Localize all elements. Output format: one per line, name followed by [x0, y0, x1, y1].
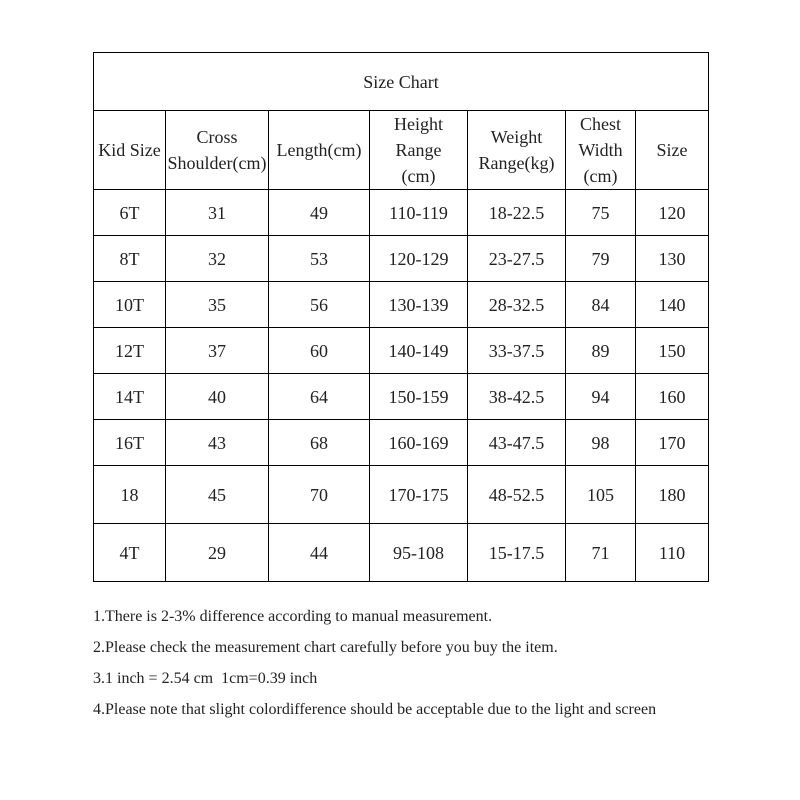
cell-length: 60 — [269, 328, 370, 374]
cell-height-range: 120-129 — [370, 236, 468, 282]
cell-chest-width: 105 — [566, 466, 636, 524]
cell-cross-shoulder: 29 — [166, 524, 269, 582]
table-row — [94, 466, 709, 524]
cell-chest-width: 79 — [566, 236, 636, 282]
cell-length: 44 — [269, 524, 370, 582]
table-row — [94, 236, 709, 282]
cell-kid-size: 8T — [94, 236, 166, 282]
cell-cross-shoulder: 35 — [166, 282, 269, 328]
cell-length: 70 — [269, 466, 370, 524]
cell-kid-size: 10T — [94, 282, 166, 328]
column-header-length: Length(cm) — [269, 111, 370, 190]
cell-kid-size: 16T — [94, 420, 166, 466]
cell-cross-shoulder: 40 — [166, 374, 269, 420]
cell-size: 140 — [636, 282, 709, 328]
note-line: 4.Please note that slight colordifference should be acceptable due to the light and screen — [93, 701, 657, 718]
table-row — [94, 374, 709, 420]
cell-chest-width: 89 — [566, 328, 636, 374]
cell-chest-width: 71 — [566, 524, 636, 582]
cell-length: 68 — [269, 420, 370, 466]
cell-length: 56 — [269, 282, 370, 328]
column-header-chest-width: Chest Width (cm) — [566, 111, 636, 190]
cell-weight-range: 18-22.5 — [468, 190, 566, 236]
cell-weight-range: 43-47.5 — [468, 420, 566, 466]
cell-height-range: 95-108 — [370, 524, 468, 582]
table-row — [94, 190, 709, 236]
cell-cross-shoulder: 37 — [166, 328, 269, 374]
cell-cross-shoulder: 43 — [166, 420, 269, 466]
cell-kid-size: 4T — [94, 524, 166, 582]
cell-kid-size: 14T — [94, 374, 166, 420]
cell-height-range: 160-169 — [370, 420, 468, 466]
table-row — [94, 524, 709, 582]
cell-chest-width: 84 — [566, 282, 636, 328]
cell-chest-width: 98 — [566, 420, 636, 466]
cell-length: 49 — [269, 190, 370, 236]
table-title: Size Chart — [94, 53, 709, 111]
cell-size: 180 — [636, 466, 709, 524]
cell-size: 110 — [636, 524, 709, 582]
cell-length: 64 — [269, 374, 370, 420]
column-header-cross-shoulder: Cross Shoulder(cm) — [166, 111, 269, 190]
size-chart-table — [93, 52, 709, 582]
cell-size: 160 — [636, 374, 709, 420]
column-header-size: Size — [636, 111, 709, 190]
cell-height-range: 140-149 — [370, 328, 468, 374]
cell-kid-size: 18 — [94, 466, 166, 524]
table-header-row — [94, 111, 709, 190]
notes-section — [93, 601, 773, 725]
cell-weight-range: 33-37.5 — [468, 328, 566, 374]
cell-height-range: 110-119 — [370, 190, 468, 236]
cell-cross-shoulder: 31 — [166, 190, 269, 236]
column-header-kid-size: Kid Size — [94, 111, 166, 190]
table-title-row — [94, 53, 709, 111]
cell-weight-range: 23-27.5 — [468, 236, 566, 282]
cell-chest-width: 94 — [566, 374, 636, 420]
cell-kid-size: 6T — [94, 190, 166, 236]
cell-size: 150 — [636, 328, 709, 374]
column-header-height-range: Height Range (cm) — [370, 111, 468, 190]
cell-cross-shoulder: 45 — [166, 466, 269, 524]
cell-size: 130 — [636, 236, 709, 282]
note-line: 3.1 inch = 2.54 cm 1cm=0.39 inch — [93, 670, 318, 687]
table-row — [94, 282, 709, 328]
note-line: 2.Please check the measurement chart carefully before you buy the item. — [93, 639, 558, 656]
cell-height-range: 170-175 — [370, 466, 468, 524]
cell-chest-width: 75 — [566, 190, 636, 236]
cell-length: 53 — [269, 236, 370, 282]
cell-kid-size: 12T — [94, 328, 166, 374]
cell-height-range: 130-139 — [370, 282, 468, 328]
cell-size: 120 — [636, 190, 709, 236]
note-line: 1.There is 2-3% difference according to manual measurement. — [93, 608, 493, 625]
cell-weight-range: 48-52.5 — [468, 466, 566, 524]
cell-size: 170 — [636, 420, 709, 466]
cell-weight-range: 15-17.5 — [468, 524, 566, 582]
cell-height-range: 150-159 — [370, 374, 468, 420]
cell-weight-range: 28-32.5 — [468, 282, 566, 328]
table-row — [94, 420, 709, 466]
column-header-weight-range: Weight Range(kg) — [468, 111, 566, 190]
cell-cross-shoulder: 32 — [166, 236, 269, 282]
cell-weight-range: 38-42.5 — [468, 374, 566, 420]
table-row — [94, 328, 709, 374]
